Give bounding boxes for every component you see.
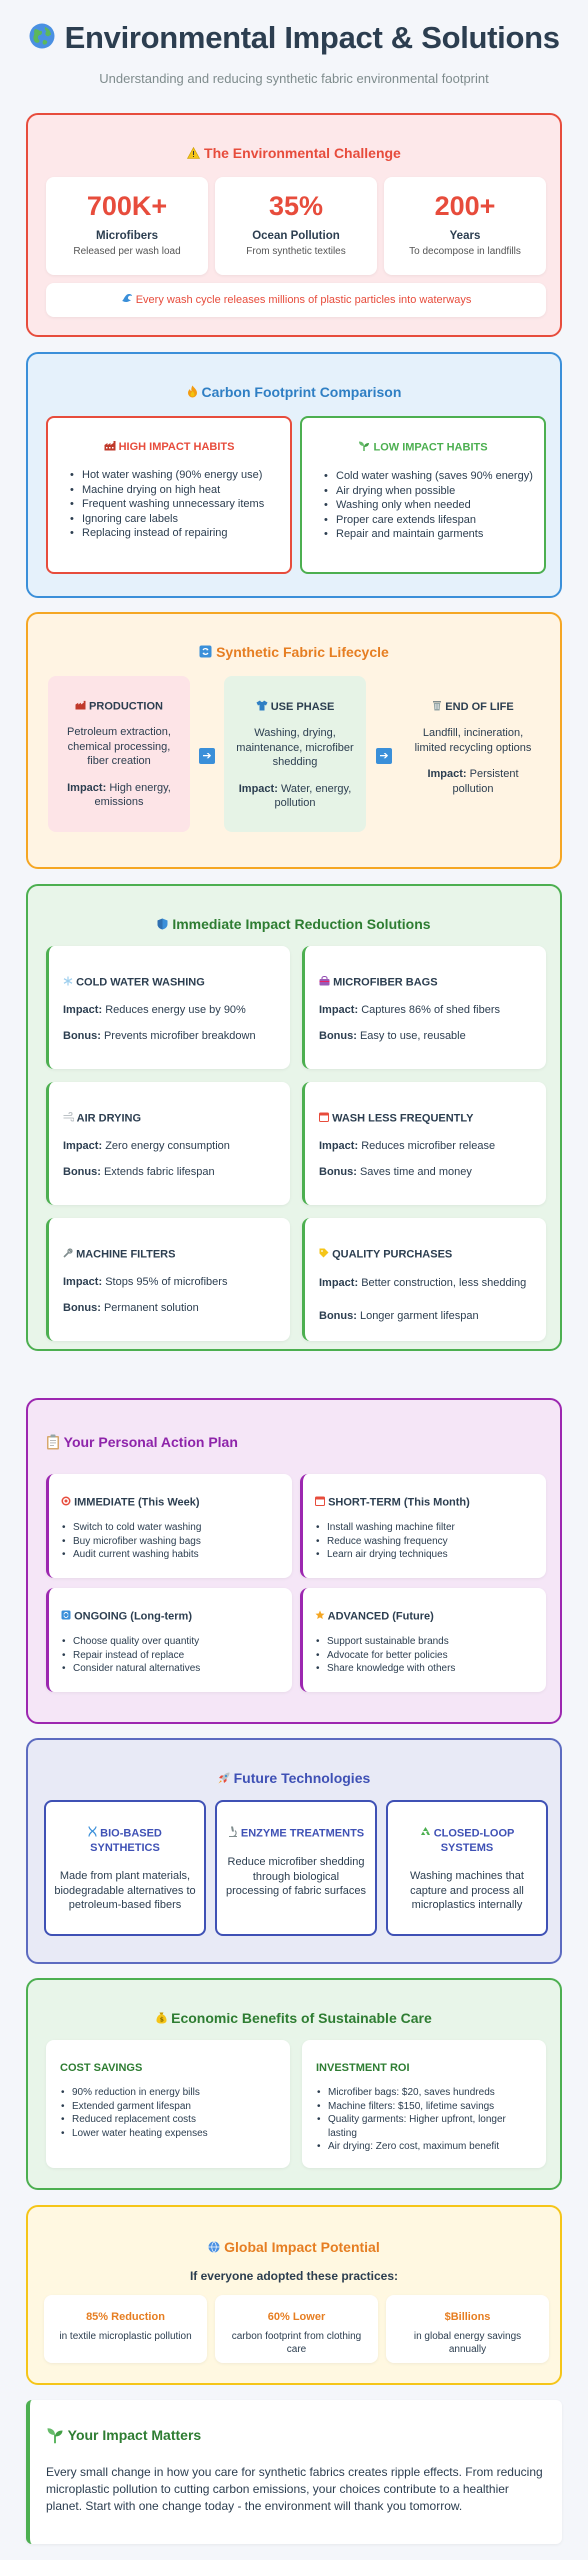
list-item: • Cold water washing (saves 90% energy): [322, 469, 544, 484]
money-bag-icon: [156, 2011, 167, 2027]
list-item: • Reduced replacement costs: [60, 2113, 280, 2127]
solutions-title: [28, 916, 560, 933]
lifecycle-stage-production: [48, 676, 190, 832]
global-card-carbon: [215, 2295, 378, 2363]
shirt-icon: [256, 700, 268, 714]
stat-label: Microfibers: [96, 230, 158, 242]
shield-icon: [157, 917, 168, 933]
future-tech-title-text: Future Technologies: [233, 1770, 371, 1786]
impact-label: Impact:: [63, 1276, 103, 1288]
impact-value: Better construction, less shedding: [361, 1277, 527, 1289]
target-icon: [61, 1496, 71, 1509]
solution-title-text: MICROFIBER BAGS: [333, 976, 438, 989]
list-item: • Buy microfiber washing bags: [61, 1535, 292, 1549]
solution-bonus: [63, 1166, 215, 1178]
solution-title: [63, 1248, 175, 1261]
lifecycle-title: [28, 644, 560, 661]
global-impact-title: [28, 2239, 560, 2256]
list-item: • Machine drying on high heat: [68, 483, 290, 498]
action-plan-title: [46, 1434, 238, 1453]
list-item: • Advocate for better policies: [315, 1649, 546, 1663]
solution-card-cold-water: [46, 946, 290, 1069]
solution-card-microfiber-bags: [302, 946, 546, 1069]
solution-title-text: AIR DRYING: [76, 1112, 142, 1125]
lifecycle-stage-end: [402, 676, 544, 832]
action-plan-title-text: Your Personal Action Plan: [63, 1434, 238, 1451]
bonus-value: Extends fabric lifespan: [103, 1166, 215, 1178]
tech-card-bio-based: [44, 1800, 206, 1936]
solution-card-machine-filters: [46, 1218, 290, 1341]
cost-savings-list: [60, 2086, 280, 2140]
stat-card-microfibers: [46, 177, 208, 275]
impact-label: Impact:: [319, 1140, 359, 1152]
impact-matters-section: [26, 2400, 562, 2544]
stage-title-text: PRODUCTION: [89, 700, 163, 713]
tech-card-title: [54, 1826, 196, 1855]
impact-value: Captures 86% of shed fibers: [361, 1004, 500, 1016]
stat-sub: Released per wash load: [73, 246, 181, 257]
tag-icon: [319, 1248, 329, 1261]
future-tech-title: [28, 1770, 560, 1787]
challenge-note: [46, 283, 546, 317]
wrench-icon: [63, 1248, 73, 1261]
stage-impact: [234, 782, 356, 811]
investment-roi-card: [302, 2040, 546, 2168]
bag-icon: [319, 976, 330, 989]
solution-title: [319, 1248, 452, 1261]
stat-sub: From synthetic textiles: [246, 246, 346, 257]
high-impact-title: [48, 440, 290, 454]
action-list: [61, 1635, 292, 1676]
action-card-title-text: SHORT-TERM (This Month): [328, 1496, 470, 1509]
action-card-title-text: IMMEDIATE (This Week): [74, 1496, 200, 1509]
seedling-icon: [46, 2426, 64, 2447]
header: [26, 0, 562, 96]
tech-card-enzyme: [215, 1800, 377, 1936]
list-item: • Frequent washing unnecessary items: [68, 497, 290, 512]
tech-card-title-text: BIO-BASED SYNTHETICS: [90, 1827, 162, 1854]
solution-title: [319, 976, 438, 989]
solution-title-text: COLD WATER WASHING: [76, 976, 205, 989]
stat-value: 200+: [434, 191, 496, 221]
action-card-title: [61, 1496, 292, 1509]
solution-impact: [319, 1140, 495, 1152]
bonus-value: Easy to use, reusable: [359, 1030, 466, 1042]
list-item: • Switch to cold water washing: [61, 1521, 292, 1535]
solution-card-wash-less: [302, 1082, 546, 1205]
bonus-label: Bonus:: [63, 1030, 101, 1042]
impact-label: Impact:: [319, 1004, 359, 1016]
solutions-section: [26, 884, 562, 1351]
list-item: • Install washing machine filter: [315, 1521, 546, 1535]
snowflake-icon: [63, 976, 73, 989]
tech-card-title: [396, 1826, 538, 1855]
lifecycle-stage-use: [224, 676, 366, 832]
stage-impact: [58, 781, 180, 810]
action-list: [315, 1635, 546, 1676]
bonus-label: Bonus:: [319, 1166, 357, 1178]
list-item: • Repair and maintain garments: [322, 527, 544, 542]
solution-impact: [319, 1276, 536, 1291]
solution-title-text: MACHINE FILTERS: [76, 1248, 176, 1261]
impact-label: Impact:: [67, 781, 107, 794]
action-card-title: [315, 1610, 546, 1623]
list-item: • Choose quality over quantity: [61, 1635, 292, 1649]
list-item: • Learn air drying techniques: [315, 1548, 546, 1562]
stat-label: Years: [449, 230, 481, 242]
tech-card-title: [225, 1826, 367, 1841]
solution-title: [63, 1112, 141, 1125]
solution-card-air-drying: [46, 1082, 290, 1205]
global-impact-title-text: Global Impact Potential: [224, 2239, 380, 2255]
global-card-savings: [386, 2295, 549, 2363]
tech-card-title-text: CLOSED-LOOP SYSTEMS: [433, 1827, 515, 1854]
globe-icon: [28, 22, 56, 58]
list-item: • Reduce washing frequency: [315, 1535, 546, 1549]
list-item: • Repair instead of replace: [61, 1649, 292, 1663]
investment-roi-title: INVESTMENT ROI: [316, 2062, 410, 2074]
list-item: • Air drying when possible: [322, 484, 544, 499]
bonus-value: Saves time and money: [359, 1166, 472, 1178]
bonus-label: Bonus:: [319, 1310, 357, 1322]
solution-title: [319, 1112, 473, 1125]
investment-roi-list: [316, 2086, 536, 2154]
action-plan-section: [26, 1398, 562, 1724]
impact-label: Impact:: [238, 782, 278, 795]
high-impact-card: [46, 416, 292, 574]
impact-matters-title-text: Your Impact Matters: [67, 2427, 202, 2444]
economic-section: [26, 1978, 562, 2190]
impact-matters-title: [46, 2426, 201, 2447]
global-text: in textile microplastic pollution: [59, 2331, 192, 2342]
impact-value: Reduces energy use by 90%: [105, 1004, 246, 1016]
bonus-label: Bonus:: [319, 1030, 357, 1042]
trash-icon: [432, 700, 442, 714]
economic-title-text: Economic Benefits of Sustainable Care: [171, 2010, 432, 2026]
star-icon: [315, 1610, 325, 1623]
microscope-icon: [228, 1826, 238, 1841]
list-item: • Washing only when needed: [322, 498, 544, 513]
impact-value: Stops 95% of microfibers: [105, 1276, 228, 1288]
solution-impact: [63, 1004, 246, 1016]
global-card-pollution: [44, 2295, 207, 2363]
stat-value: 700K+: [86, 191, 168, 221]
list-item: • Replacing instead of repairing: [68, 526, 290, 541]
recycle-icon: [199, 645, 212, 661]
solution-bonus: [319, 1030, 466, 1042]
stage-title: [58, 700, 180, 713]
stage-text: Petroleum extraction, chemical processing, fiber creation: [67, 726, 171, 767]
action-card-title: [315, 1496, 546, 1509]
tech-card-text: Reduce microfiber shedding through biological processing of fabric surfaces: [225, 1856, 366, 1897]
solution-impact: [63, 1140, 230, 1152]
global-impact-subtitle: If everyone adopted these practices:: [189, 2269, 399, 2283]
wave-icon: [121, 283, 133, 317]
bonus-label: Bonus:: [63, 1166, 101, 1178]
stage-impact: [412, 767, 534, 796]
impact-value: Zero energy consumption: [105, 1140, 230, 1152]
solution-title: [63, 976, 205, 989]
arrow-right-icon: ➔: [199, 748, 215, 764]
stage-title-text: END OF LIFE: [445, 700, 514, 713]
global-value: $Billions: [444, 2311, 491, 2323]
impact-label: Impact:: [319, 1277, 359, 1289]
high-impact-list: [68, 468, 290, 541]
action-card-immediate: [46, 1474, 292, 1578]
recycle-icon: [420, 1826, 431, 1841]
dna-icon: [88, 1826, 97, 1841]
action-card-title: [61, 1610, 292, 1623]
challenge-title: [28, 145, 560, 162]
action-card-short-term: [300, 1474, 546, 1578]
carbon-title-text: Carbon Footprint Comparison: [201, 384, 402, 400]
list-item: • Audit current washing habits: [61, 1548, 292, 1562]
seedling-icon: [358, 440, 370, 455]
impact-label: Impact:: [63, 1004, 103, 1016]
bonus-label: Bonus:: [63, 1302, 101, 1314]
solution-bonus: [63, 1030, 256, 1042]
list-item: • Lower water heating expenses: [60, 2127, 280, 2141]
impact-value: High energy, emissions: [94, 781, 171, 808]
solution-impact: [63, 1276, 227, 1288]
impact-value: Reduces microfiber release: [361, 1140, 496, 1152]
warning-icon: [187, 146, 200, 162]
action-card-ongoing: [46, 1588, 292, 1692]
repeat-icon: [61, 1610, 71, 1623]
list-item: • Share knowledge with others: [315, 1662, 546, 1676]
list-item: • Support sustainable brands: [315, 1635, 546, 1649]
global-impact-section: [26, 2205, 562, 2385]
list-item: • Proper care extends lifespan: [322, 513, 544, 528]
calendar-icon: [319, 1112, 329, 1125]
rocket-icon: [218, 1771, 230, 1787]
lifecycle-title-text: Synthetic Fabric Lifecycle: [216, 644, 389, 660]
high-impact-title-text: HIGH IMPACT HABITS: [118, 440, 235, 453]
list-item: • Air drying: Zero cost, maximum benefit: [316, 2140, 536, 2154]
action-card-title-text: ONGOING (Long-term): [74, 1610, 192, 1623]
solution-bonus: [319, 1166, 472, 1178]
page-title-text: Environmental Impact & Solutions: [64, 20, 560, 55]
page-subtitle: Understanding and reducing synthetic fabric environmental footprint: [99, 70, 489, 86]
low-impact-list: [322, 469, 544, 542]
stat-sub: To decompose in landfills: [409, 246, 521, 257]
list-item: • Extended garment lifespan: [60, 2100, 280, 2114]
impact-label: Impact:: [427, 768, 467, 780]
impact-value: Water, energy, pollution: [274, 782, 352, 809]
global-value: 60% Lower: [267, 2311, 326, 2323]
impact-matters-text: Every small change in how you care for synthetic fabrics creates ripple effects. From reducing microplastic pollution to cutting carbon emissions, your choices contribute to a healthier planet. Start with one change today - the environment will thank you tomorrow.: [46, 2465, 543, 2513]
global-value: 85% Reduction: [86, 2311, 165, 2323]
low-impact-card: [300, 416, 546, 574]
globe-icon: [208, 2240, 220, 2256]
stat-value: 35%: [268, 191, 324, 221]
solution-card-quality: [302, 1218, 546, 1341]
stage-title: [412, 700, 534, 714]
page-title: [26, 20, 562, 58]
challenge-section: [26, 113, 562, 337]
challenge-note-text: Every wash cycle releases millions of plastic particles into waterways: [135, 294, 472, 306]
fire-icon: [187, 385, 198, 401]
svg-text:$: $: [159, 2016, 165, 2024]
arrow-right-icon: ➔: [376, 748, 392, 764]
future-tech-section: [26, 1738, 562, 1964]
stage-text: Washing, drying, maintenance, microfiber shedding: [236, 727, 354, 768]
tech-card-text: Washing machines that capture and process all microplastics internally: [410, 1870, 524, 1911]
economic-title: [28, 2010, 560, 2027]
solution-title-text: WASH LESS FREQUENTLY: [332, 1112, 474, 1125]
action-list: [61, 1521, 292, 1562]
solution-impact: [319, 1004, 500, 1016]
wind-icon: [63, 1112, 74, 1125]
global-text: in global energy savings annually: [413, 2331, 522, 2355]
clipboard-icon: [46, 1434, 60, 1453]
list-item: • 90% reduction in energy bills: [60, 2086, 280, 2100]
solution-bonus: [319, 1310, 479, 1322]
stat-label: Ocean Pollution: [252, 230, 340, 242]
global-text: carbon footprint from clothing care: [231, 2331, 362, 2355]
bonus-value: Prevents microfiber breakdown: [103, 1030, 256, 1042]
carbon-section: [26, 352, 562, 598]
list-item: • Consider natural alternatives: [61, 1662, 292, 1676]
list-item: • Ignoring care labels: [68, 512, 290, 527]
list-item: • Microfiber bags: $20, saves hundreds: [316, 2086, 536, 2100]
low-impact-title-text: LOW IMPACT HABITS: [373, 441, 488, 454]
action-card-title-text: ADVANCED (Future): [327, 1610, 434, 1623]
factory-icon: [75, 700, 86, 713]
action-card-advanced: [300, 1588, 546, 1692]
stat-card-ocean: [215, 177, 377, 275]
list-item: • Machine filters: $150, lifetime savings: [316, 2100, 536, 2114]
solution-bonus: [63, 1302, 199, 1314]
tech-card-closed-loop: [386, 1800, 548, 1936]
stage-text: Landfill, incineration, limited recycling options: [414, 727, 532, 754]
solution-title-text: QUALITY PURCHASES: [332, 1248, 453, 1261]
stage-title: [234, 700, 356, 714]
stat-card-years: [384, 177, 546, 275]
calendar-icon: [315, 1496, 325, 1509]
low-impact-title: [302, 440, 544, 455]
tech-card-text: Made from plant materials, biodegradable alternatives to petroleum-based fibers: [54, 1870, 196, 1911]
bonus-value: Permanent solution: [103, 1302, 199, 1314]
carbon-title: [28, 384, 560, 401]
impact-label: Impact:: [63, 1140, 103, 1152]
list-item: • Hot water washing (90% energy use): [68, 468, 290, 483]
list-item: • Quality garments: Higher upfront, longer lasting: [316, 2113, 536, 2140]
action-list: [315, 1521, 546, 1562]
tech-card-title-text: ENZYME TREATMENTS: [240, 1827, 365, 1840]
challenge-title-text: The Environmental Challenge: [204, 145, 401, 161]
bonus-value: Longer garment lifespan: [359, 1310, 479, 1322]
lifecycle-section: [26, 612, 562, 869]
cost-savings-title: COST SAVINGS: [60, 2062, 143, 2074]
cost-savings-card: [46, 2040, 290, 2168]
solutions-title-text: Immediate Impact Reduction Solutions: [172, 916, 431, 932]
factory-icon: [104, 440, 116, 454]
impact-value: Persistent pollution: [452, 768, 519, 795]
stage-title-text: USE PHASE: [270, 700, 335, 713]
